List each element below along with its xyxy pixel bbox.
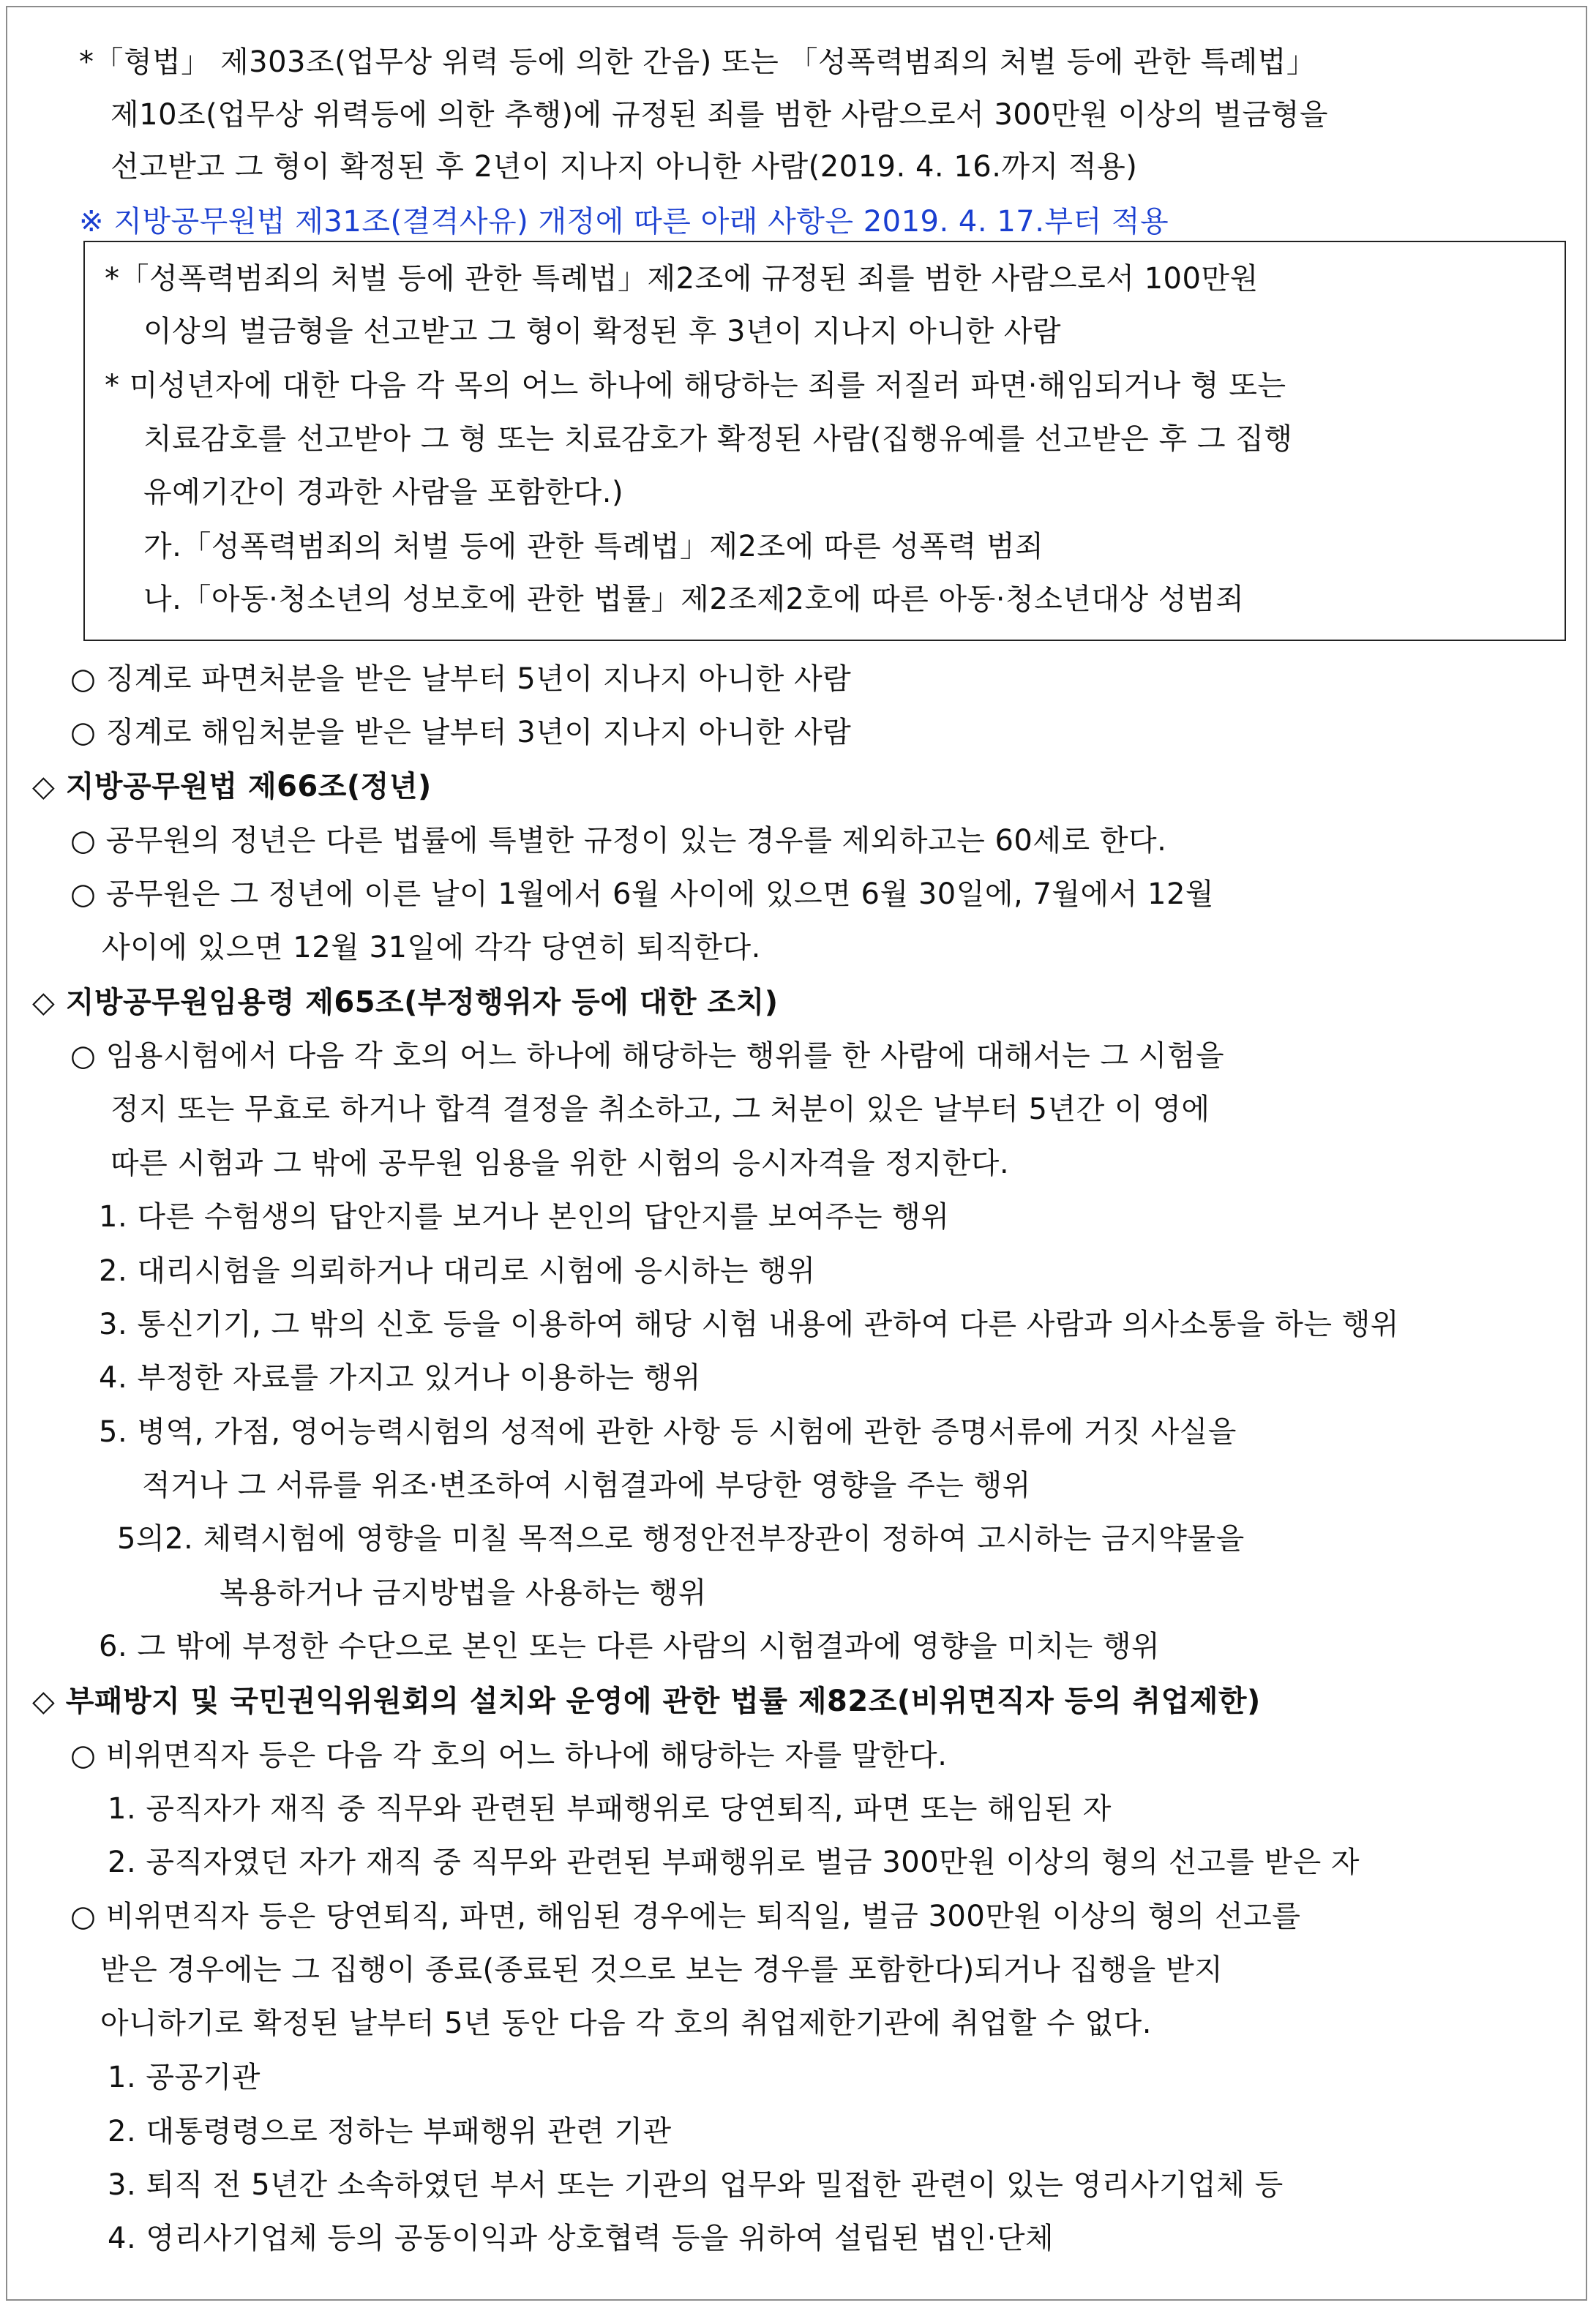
list-item: 1. 공직자가 재직 중 직무와 관련된 부패행위로 당연퇴직, 파면 또는 해임된 자 xyxy=(108,1792,1112,1826)
list-item: 5. 병역, 가점, 영어능력시험의 성적에 관한 사항 등 시험에 관한 증명서류에 거짓 사실을 xyxy=(99,1415,1237,1449)
text-line: ○ 공무원의 정년은 다른 법률에 특별한 규정이 있는 경우를 제외하고는 60세로 한다. xyxy=(70,824,1167,858)
text-line: *「형법」 제303조(업무상 위력 등에 의한 간음) 또는 「성폭력범죄의 처벌 등에 관한 특례법」 xyxy=(79,45,1316,79)
section-heading: ◇ 지방공무원법 제66조(정년) xyxy=(32,770,432,803)
text-line: 복용하거나 금지방법을 사용하는 행위 xyxy=(220,1576,707,1610)
text-line: ○ 비위면직자 등은 다음 각 호의 어느 하나에 해당하는 자를 말한다. xyxy=(70,1739,948,1772)
text-line: 나.「아동·청소년의 성보호에 관한 법률」제2조제2호에 따른 아동·청소년대상 성범죄 xyxy=(143,582,1245,616)
list-item: 6. 그 밖에 부정한 수단으로 본인 또는 다른 사람의 시험결과에 영향을 미치는 행위 xyxy=(99,1630,1161,1663)
list-item: 2. 대리시험을 의뢰하거나 대리로 시험에 응시하는 행위 xyxy=(99,1254,816,1288)
text-line: 정지 또는 무효로 하거나 합격 결정을 취소하고, 그 처분이 있은 날부터 5년간 이 영에 xyxy=(110,1093,1210,1126)
list-item: 5의2. 체력시험에 영향을 미칠 목적으로 행정안전부장관이 정하여 고시하는 금지약물을 xyxy=(117,1522,1245,1556)
text-line: 제10조(업무상 위력등에 의한 추행)에 규정된 죄를 범한 사람으로서 300만원 이상의 벌금형을 xyxy=(110,98,1329,132)
text-line: 가.「성폭력범죄의 처벌 등에 관한 특례법」제2조에 따른 성폭력 범죄 xyxy=(143,530,1044,563)
text-line: 따른 시험과 그 밖에 공무원 임용을 위한 시험의 응시자격을 정지한다. xyxy=(110,1147,1010,1180)
text-line: 이상의 벌금형을 선고받고 그 형이 확정된 후 3년이 지나지 아니한 사람 xyxy=(143,315,1062,348)
text-line: 아니하기로 확정된 날부터 5년 동안 다음 각 호의 취업제한기관에 취업할 수 없다. xyxy=(100,2007,1153,2040)
list-item: 2. 공직자였던 자가 재직 중 직무와 관련된 부패행위로 벌금 300만원 이상의 형의 선고를 받은 자 xyxy=(108,1846,1360,1879)
section-heading: ◇ 부패방지 및 국민권익위원회의 설치와 운영에 관한 법률 제82조(비위면직자 등의 취업제한) xyxy=(32,1685,1261,1718)
list-item: 4. 부정한 자료를 가지고 있거나 이용하는 행위 xyxy=(99,1361,701,1395)
text-line: 적거나 그 서류를 위조·변조하여 시험결과에 부당한 영향을 주는 행위 xyxy=(142,1469,1031,1502)
text-line: 치료감호를 선고받아 그 형 또는 치료감호가 확정된 사람(집행유예를 선고받은 후 그 집행 xyxy=(143,422,1293,456)
list-item: 3. 통신기기, 그 밖의 신호 등을 이용하여 해당 시험 내용에 관하여 다른 사람과 의사소통을 하는 행위 xyxy=(99,1308,1400,1341)
text-line: ○ 공무원은 그 정년에 이른 날이 1월에서 6월 사이에 있으면 6월 30일에, 7월에서 12월 xyxy=(70,877,1215,911)
amendment-notice: ※ 지방공무원법 제31조(결격사유) 개정에 따른 아래 사항은 2019. 4. 17.부터 적용 xyxy=(79,205,1169,239)
text-line: 사이에 있으면 12월 31일에 각각 당연히 퇴직한다. xyxy=(102,931,761,964)
text-line: * 미성년자에 대한 다음 각 목의 어느 하나에 해당하는 죄를 저질러 파면·해임되거나 형 또는 xyxy=(105,369,1286,402)
text-line: 받은 경우에는 그 집행이 종료(종료된 것으로 보는 경우를 포함한다)되거나 집행을 받지 xyxy=(100,1953,1224,1987)
text-line: ○ 징계로 해임처분을 받은 날부터 3년이 지나지 아니한 사람 xyxy=(70,716,852,749)
text-line: ○ 비위면직자 등은 당연퇴직, 파면, 해임된 경우에는 퇴직일, 벌금 300만원 이상의 형의 선고를 xyxy=(70,1900,1301,1933)
text-line: 선고받고 그 형이 확정된 후 2년이 지나지 아니한 사람(2019. 4. 16.까지 적용) xyxy=(110,150,1138,184)
text-line: *「성폭력범죄의 처벌 등에 관한 특례법」제2조에 규정된 죄를 범한 사람으로서 100만원 xyxy=(105,262,1259,296)
list-item: 1. 공공기관 xyxy=(108,2061,261,2094)
text-line: ○ 임용시험에서 다음 각 호의 어느 하나에 해당하는 행위를 한 사람에 대해서는 그 시험을 xyxy=(70,1039,1225,1073)
document-page xyxy=(6,6,1587,2301)
text-line: 유예기간이 경과한 사람을 포함한다.) xyxy=(143,476,624,509)
text-line: ○ 징계로 파면처분을 받은 날부터 5년이 지나지 아니한 사람 xyxy=(70,662,852,696)
section-heading: ◇ 지방공무원임용령 제65조(부정행위자 등에 대한 조치) xyxy=(32,986,779,1019)
list-item: 3. 퇴직 전 5년간 소속하였던 부서 또는 기관의 업무와 밀접한 관련이 있는 영리사기업체 등 xyxy=(108,2168,1284,2202)
list-item: 1. 다른 수험생의 답안지를 보거나 본인의 답안지를 보여주는 행위 xyxy=(99,1200,950,1234)
list-item: 4. 영리사기업체 등의 공동이익과 상호협력 등을 위하여 설립된 법인·단체 xyxy=(108,2222,1054,2255)
list-item: 2. 대통령령으로 정하는 부패행위 관련 기관 xyxy=(108,2115,672,2148)
